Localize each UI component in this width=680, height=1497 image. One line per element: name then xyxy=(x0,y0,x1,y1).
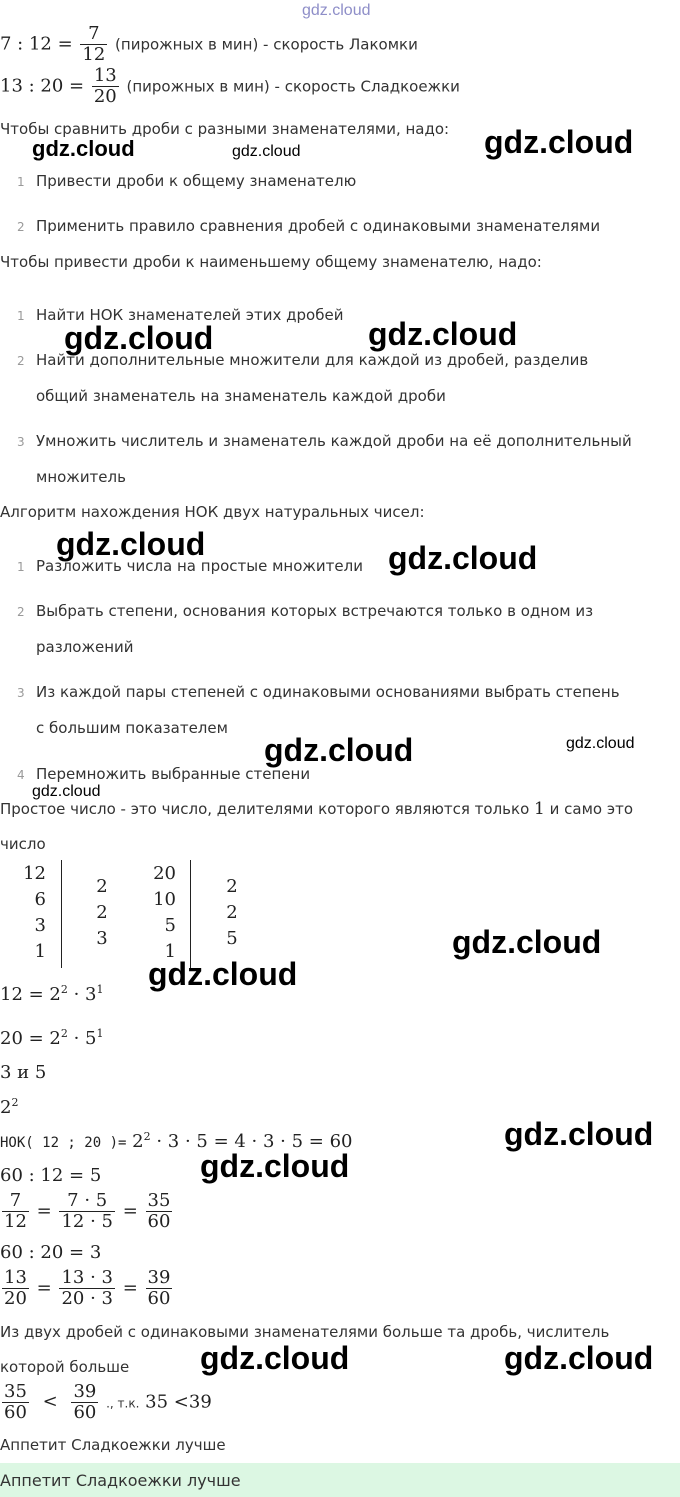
sladkoezhka-text: (пирожных в мин) - скорость Сладкоежки xyxy=(126,77,460,96)
watermark: gdz.cloud xyxy=(566,735,635,752)
list-number: 2 xyxy=(17,220,25,234)
lcm-algorithm-intro: Алгоритм нахождения НОК двух натуральных чисел: xyxy=(0,503,425,521)
watermark: gdz.cloud xyxy=(64,320,214,356)
list-item-text-cont: множитель xyxy=(36,468,126,486)
prime-definition-cont: число xyxy=(0,835,46,853)
factor-left-numbers: 12 6 3 1 xyxy=(23,863,46,962)
list-number: 3 xyxy=(17,686,25,700)
conclusion-text: Аппетит Сладкоежки лучше xyxy=(0,1436,226,1454)
list-item-text: Привести дроби к общему знаменателю xyxy=(36,172,357,190)
factor-left-divider xyxy=(61,860,62,968)
answer-box xyxy=(0,1463,680,1497)
watermark: gdz.cloud xyxy=(484,124,634,160)
factor-12-result: $12 = 2^2 \cdot 3^1$ xyxy=(0,983,104,1005)
list-number: 3 xyxy=(17,435,25,449)
same-denominator-rule: Из двух дробей с одинаковыми знаменателями больше та дробь, числитель xyxy=(0,1323,610,1341)
factor-right-numbers: 20 10 5 1 xyxy=(153,863,176,962)
list-item-text: Найти НОК знаменателей этих дробей xyxy=(36,306,344,324)
list-item-text: Применить правило сравнения дробей с одинаковыми знаменателями xyxy=(36,217,601,235)
watermark: gdz.cloud xyxy=(452,924,602,960)
watermark: gdz.cloud xyxy=(232,143,301,160)
watermark: gdz.cloud xyxy=(388,540,538,576)
fraction-conversion-1: $\frac{7}{12}$ = $\frac{7 \cdot 5}{12 \cdot 5}$ = $\frac{35}{60}$ xyxy=(4,1190,171,1232)
fraction-conversion-2: $\frac{13}{20}$ = $\frac{13 \cdot 3}{20 \cdot 3}$ = $\frac{39}{60}$ xyxy=(4,1267,171,1309)
list-item-text-cont: общий знаменатель на знаменатель каждой дроби xyxy=(36,387,446,405)
lakomka-text: (пирожных в мин) - скорость Лакомки xyxy=(115,35,418,54)
watermark: gdz.cloud xyxy=(32,783,101,800)
compare-rule-intro: Чтобы сравнить дроби с разными знаменателями, надо: xyxy=(0,120,450,138)
watermark: gdz.cloud xyxy=(148,956,298,992)
site-header-link[interactable]: gdz.cloud xyxy=(302,2,371,19)
watermark: gdz.cloud xyxy=(368,316,518,352)
watermark: gdz.cloud xyxy=(264,732,414,768)
watermark: gdz.cloud xyxy=(504,1340,654,1376)
list-item-text: Умножить числитель и знаменатель каждой дроби на её дополнительный xyxy=(36,432,632,450)
answer-text: Аппетит Сладкоежки лучше xyxy=(0,1471,241,1490)
unique-factors: 3 и 5 xyxy=(0,1062,47,1083)
list-item-text-cont: с большим показателем xyxy=(36,719,228,737)
list-item-text-cont: разложений xyxy=(36,638,134,656)
lakomka-fraction: $\frac{7}{12}$ xyxy=(82,23,106,65)
list-item-text: Разложить числа на простые множители xyxy=(36,557,363,575)
common-factor: $2^2$ xyxy=(0,1096,19,1118)
watermark: gdz.cloud xyxy=(504,1116,654,1152)
fraction-comparison: $\frac{35}{60}$ < $\frac{39}{60}$ ., т.к. 35 <39 xyxy=(4,1381,212,1423)
watermark: gdz.cloud xyxy=(200,1340,350,1376)
factor-20-result: $20 = 2^2 \cdot 5^1$ xyxy=(0,1027,104,1049)
list-number: 1 xyxy=(17,175,25,189)
list-item-text: Найти дополнительные множители для каждой из дробей, разделив xyxy=(36,351,589,369)
list-number: 1 xyxy=(17,560,25,574)
prime-definition: Простое число - это число, делителями которого являются только 1 и само это xyxy=(0,799,633,819)
same-denominator-rule-cont: которой больше xyxy=(0,1358,130,1376)
lcm-result: НОК( 12 ; 20 )= $2^2 \cdot 3 \cdot 5 = 4 \cdot 3 \cdot 5 = 60$ xyxy=(0,1130,353,1152)
list-number: 4 xyxy=(17,768,25,782)
watermark: gdz.cloud xyxy=(200,1148,350,1184)
watermark: gdz.cloud xyxy=(32,136,135,161)
list-item-text: Из каждой пары степеней с одинаковыми основаниями выбрать степень xyxy=(36,683,620,701)
factor-left-divisors: 2 2 3 xyxy=(96,876,108,949)
list-item-text: Перемножить выбранные степени xyxy=(36,765,311,783)
list-number: 2 xyxy=(17,605,25,619)
factor-right-divisors: 2 2 5 xyxy=(226,876,238,949)
list-number: 2 xyxy=(17,354,25,368)
factor-right-divider xyxy=(190,860,191,968)
watermark: gdz.cloud xyxy=(56,526,206,562)
lakomka-lhs: 7 : 12 = xyxy=(0,33,73,55)
extra-multiplier-2: 60 : 20 = 3 xyxy=(0,1242,102,1263)
lakomka-speed-line xyxy=(0,24,418,65)
extra-multiplier-1: 60 : 12 = 5 xyxy=(0,1165,102,1186)
list-number: 1 xyxy=(17,309,25,323)
sladkoezhka-fraction: $\frac{13}{20}$ xyxy=(93,65,117,107)
common-denominator-intro: Чтобы привести дроби к наименьшему общему знаменателю, надо: xyxy=(0,253,542,271)
sladkoezhka-speed-line xyxy=(0,66,460,107)
list-item-text: Выбрать степени, основания которых встречаются только в одном из xyxy=(36,602,594,620)
sladkoezhka-lhs: 13 : 20 = xyxy=(0,75,85,97)
